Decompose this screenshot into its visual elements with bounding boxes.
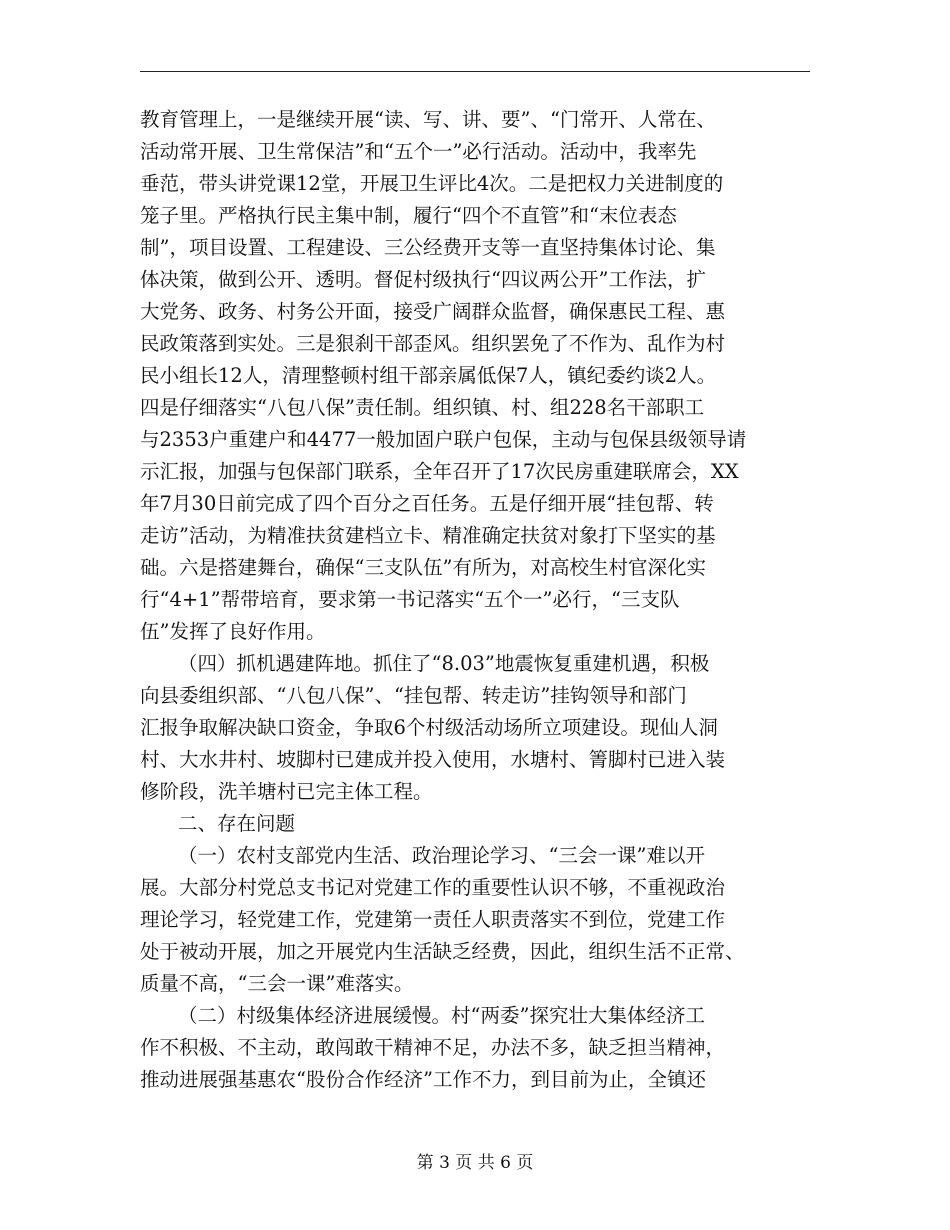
text-line: 推动进展强基惠农“股份合作经济”工作不力，到目前为止，全镇还 — [140, 1068, 706, 1091]
text-line: 汇报争取解决缺口资金，争取6个村级活动场所立项建设。现仙人洞 — [140, 716, 718, 739]
paragraph-first-line: （二）村级集体经济进展缓慢。村“两委”探究壮大集体经济工 — [178, 1004, 705, 1027]
text-line: 民政策落到实处。三是狠刹干部歪风。组织罢免了不作为、乱作为村 — [140, 332, 726, 355]
text-line: 体决策，做到公开、透明。督促村级执行“四议两公开”工作法，扩 — [140, 268, 706, 291]
header-rule — [140, 71, 810, 72]
text-line: 与2353户重建户和4477一般加固户联户包保，主动与包保县级领导请 — [140, 428, 747, 451]
document-body — [140, 104, 812, 1096]
text-line: 教育管理上，一是继续开展“读、写、讲、要”、“门常开、人常在、 — [140, 108, 716, 131]
text-line: 民小组长12人，清理整顿村组干部亲属低保7人，镇纪委约谈2人。 — [140, 364, 717, 387]
text-line: 作不积极、不主动，敢闯敢干精神不足，办法不多，缺乏担当精神， — [140, 1036, 726, 1059]
text-line: 走访”活动，为精准扶贫建档立卡、精准确定扶贫对象打下坚实的基 — [140, 524, 716, 547]
text-line: 础。六是搭建舞台，确保“三支队伍”有所为，对高校生村官深化实 — [140, 556, 706, 579]
text-line: 活动常开展、卫生常保洁”和“五个一”必行活动。活动中，我率先 — [140, 140, 697, 163]
page-number-footer: 第 3 页 共 6 页 — [416, 1153, 534, 1173]
text-line: 年7月30日前完成了四个百分之百任务。五是仔细开展“挂包帮、转 — [140, 492, 714, 515]
text-line: 制”，项目设置、工程建设、三公经费开支等一直坚持集体讨论、集 — [140, 236, 716, 259]
text-line: 四是仔细落实“八包八保”责任制。组织镇、村、组228名干部职工 — [140, 396, 705, 419]
text-line: 处于被动开展，加之开展党内生活缺乏经费，因此，组织生活不正常、 — [140, 940, 745, 963]
text-line: 大党务、政务、村务公开面，接受广阔群众监督，确保惠民工程、惠 — [140, 300, 726, 323]
text-line: 向县委组织部、“八包八保”、“挂包帮、转走访”挂钩领导和部门 — [140, 684, 687, 707]
text-line: 质量不高，“三会一课”难落实。 — [140, 972, 414, 995]
text-line: 展。大部分村党总支书记对党建工作的重要性认识不够，不重视政治 — [140, 876, 726, 899]
paragraph-first-line: （四）抓机遇建阵地。抓住了“8.03”地震恢复重建机遇，积极 — [178, 652, 710, 675]
text-line: 修阶段，洗羊塘村已完主体工程。 — [140, 780, 433, 803]
text-line: 伍”发挥了良好作用。 — [140, 620, 326, 643]
section-heading: 二、存在问题 — [178, 812, 296, 835]
paragraph-first-line: （一）农村支部党内生活、政治理论学习、“三会一课”难以开 — [178, 844, 705, 867]
text-line: 行“4+1”帮带培育，要求第一书记落实“五个一”必行，“三支队 — [140, 588, 680, 611]
text-line: 村、大水井村、坡脚村已建成并投入使用，水塘村、箐脚村已进入装 — [140, 748, 726, 771]
text-line: 理论学习，轻党建工作，党建第一责任人职责落实不到位，党建工作 — [140, 908, 726, 931]
text-line: 笼子里。严格执行民主集中制，履行“四个不直管”和“末位表态 — [140, 204, 677, 227]
text-line: 示汇报，加强与包保部门联系，全年召开了17次民房重建联席会，XX — [140, 460, 739, 483]
text-line: 垂范，带头讲党课12堂，开展卫生评比4次。二是把权力关进制度的 — [140, 172, 724, 195]
